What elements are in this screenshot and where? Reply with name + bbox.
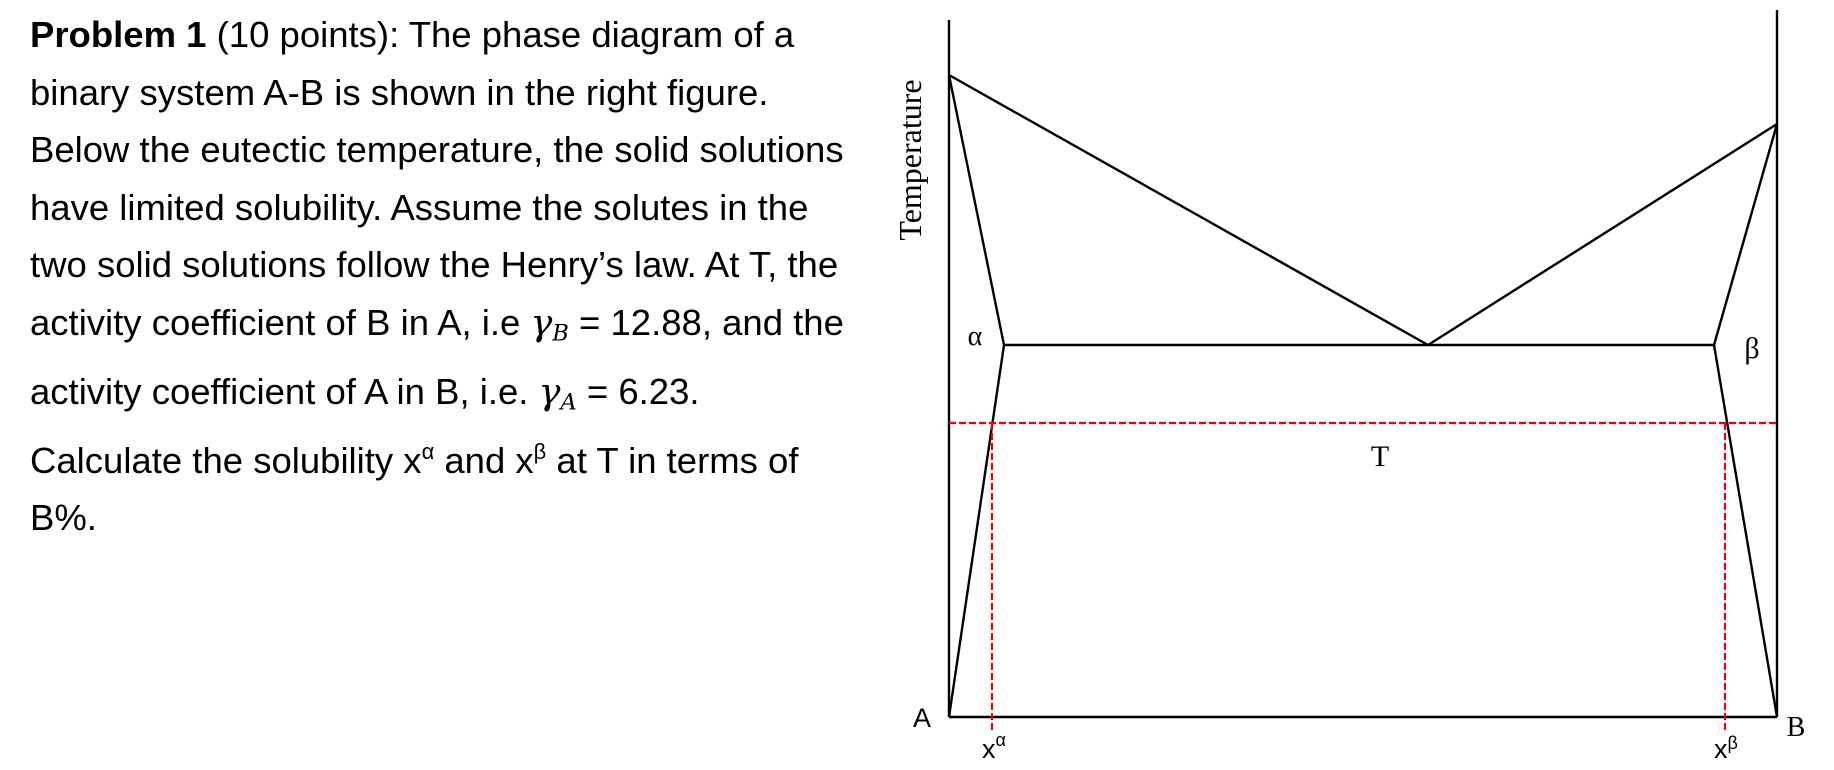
x-beta-label [1714,733,1738,764]
gamma-a-value: = 6.23. [576,370,700,412]
x-beta-base: x [1714,734,1728,764]
gamma-b-symbol: γ [530,300,553,344]
component-A-label: A [912,703,932,733]
gamma-a-subscript: A [560,389,577,416]
problem-text-3: and x [434,439,534,481]
alpha-solvus-curve [949,75,1004,717]
alpha-phase-label: α [967,321,983,352]
x-alpha-superscript: α [995,730,1006,750]
solubility-alpha-superscript: α [421,438,435,464]
beta-phase-label: β [1744,332,1760,365]
gamma-a-symbol: γ [538,369,561,413]
gamma-b-value: = 12.88, and the activity coefficient of A in B, i.e. [30,301,844,412]
temperature-T-label: T [1370,440,1390,473]
problem-points: (10 points): [206,14,409,55]
problem-title: Problem 1 [30,14,207,55]
problem-text-1: The phase diagram of a binary system A-B is shown in the right figure. Below the eutectic temperature, the solid solutions have limited solubility. Assume the solutes in the two solid solutions follow the Henry’s law. At T, the activity coefficient of B in A, i.e [30,14,844,343]
x-alpha-label [982,730,1006,764]
gamma-b-subscript: B [552,320,569,347]
solubility-beta-superscript: β [533,438,547,464]
liquidus-curve [949,75,1777,345]
phase-boundaries [949,10,1777,717]
problem-text-2: Calculate the solubility x [30,439,422,481]
component-B-label: B [1786,712,1806,743]
x-beta-superscript: β [1727,733,1738,753]
beta-solvus-curve [1714,124,1777,717]
problem-text-4: at T in terms of B%. [30,439,799,539]
isotherm-construction [949,423,1777,730]
temperature-axis-label: Temperature [892,79,928,241]
x-alpha-base: x [982,734,996,764]
